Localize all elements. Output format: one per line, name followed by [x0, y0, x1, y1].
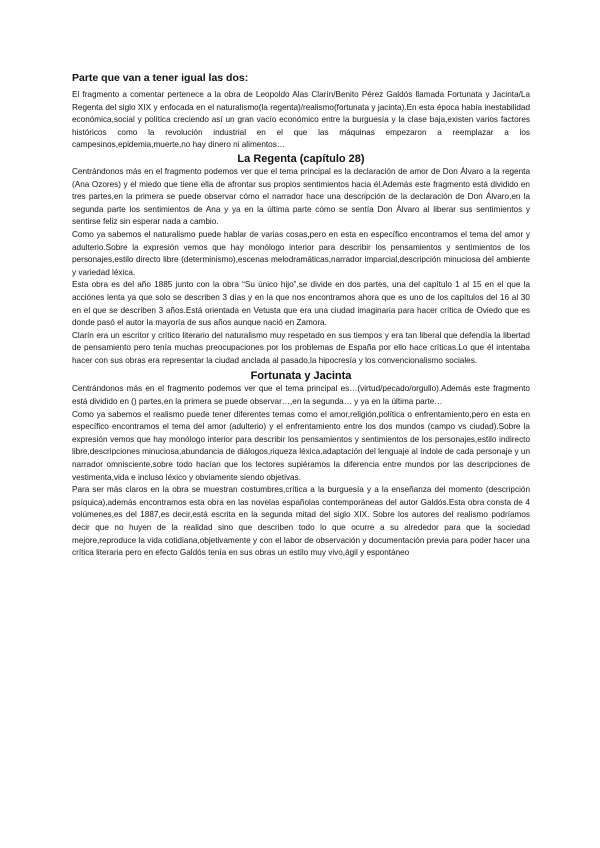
fortunata-paragraph-2: Como ya sabemos el realismo puede tener diferentes temas como el amor,religión,política o enfrentamiento,pero en esta en específico encontramos el tema del amor (adulterio) y el enfrentamiento entre los dos mundos (campo vs ciudad).Sobre la expresión vemos que hay monólogo interior para describir los pensamientos y sentimientos de los personajes,estilo indirecto libre,descripciones minuciosa,abundancia de diálogos,riqueza léxica,adaptación del lenguaje al índole de cada personaje y un narrador omnisciente,sobre todo hacían que los lectores supiéramos la diferencia entre mundos por las descripciones de vestimenta,vida e incluso léxico y obviamente siendo objetivas.	[72, 409, 530, 482]
fortunata-paragraph-1: Centrándonos más en el fragmento podemos ver que el tema principal es…(virtud/pecado/orgullo).Además este fragmento está dividido en () partes,en la primera se puede observar…,en la segunda… y ya en la última parte…	[72, 384, 530, 407]
section-title-regenta: La Regenta (capítulo 28)	[237, 152, 365, 165]
regenta-paragraph-2: Como ya sabemos el naturalismo puede hablar de varias cosas,pero en esta en específico encontramos el tema del amor y adulterio.Sobre la expresión vemos que hay monólogo interior para describir los pensamientos y sentimientos de los personajes,estilo directo libre (determinismo),escenas melodramáticas,narrador imparcial,descripción minuciosa del ambiente y variedad léxica.	[72, 229, 530, 277]
regenta-paragraph-4: Clarín era un escritor y crítico literario del naturalismo muy respetado en sus tiempos y era tan liberal que defendía la libertad de pensamiento pero tenía muchas preocupaciones por los problemas de España por ello hace críticas.Lo que él intentaba hacer con sus obras era representar la ciudad anclada al pasado,la hipocresía y los convencionalismo sociales.	[72, 330, 530, 365]
section-title-fortunata: Fortunata y Jacinta	[250, 370, 352, 383]
fortunata-paragraph-3: Para ser más claros en la obra se muestran costumbres,crítica a la burguesía y a la enseñanza del momento (descripción psíquica),además encontramos esta obra en las novelas españolas contemporáneas del autor Galdós.Esta obra consta de 4 volúmenes,es del 1887,es decir,está escrita en la segunda mitad del siglo XIX. Sobre los autores del realismo podríamos decir que no huyen de la realidad sino que describen todo lo que ocurre a su alrededor para que la sociedad mejore,reproduce la vida cotidiana,objetivamente y con el labor de observación y documentación previa para poder hacer una crítica literaria pero en efecto Galdós tenía en sus obras un estilo muy vivo,ágil y espontáneo	[72, 485, 530, 558]
intro-paragraph: El fragmento a comentar pertenece a la obra de Leopoldo Alas Clarín/Benito Pérez Galdós llamada Fortunata y Jacinta/La Regenta del siglo XIX y enfocada en el naturalismo(la regenta)/realismo(fortunata y jacinta).En esta época había inestabilidad económica,social y política creciendo así un gran vacío económico entre la burguesía y la clase baja,existen varios factores históricos como la revolución industrial en el que las máquinas empezaron a reemplazar a los campesinos,epidemia,muerte,no hay dinero ni alimentos…	[72, 90, 530, 150]
page-heading: Parte que van a tener igual las dos:	[72, 72, 249, 84]
regenta-paragraph-1: Centrándonos más en el fragmento podemos ver que el tema principal es la declaración de amor de Don Álvaro a la regenta (Ana Ozores) y el miedo que tiene ella de afrontar sus propios sentimientos hacia él.Además este fragmento está dividido en tres partes,en la primera se puede observar cómo el narrador hace una descripción de la declaración de Don Álvaro,en la segunda parte los sentimientos de Ana y ya en la última parte cómo se sentía Don Álvaro al liberar sus sentimientos y sentirse feliz sin esperar nada a cambio.	[72, 166, 530, 227]
regenta-paragraph-3: Esta obra es del año 1885 junto con la obra “Su único hijo”,se divide en dos partes, una del capítulo 1 al 15 en el que la acciónes lenta ya que solo se describen 3 días y en la que nos encontramos ahora que es uno de los capítulos del 16 al 30 en el que se describen 3 años.Está orientada en Vetusta que era una ciudad imaginaria para hacer crítica de Oviedo que es donde pasó el autor la mayoría de sus años aunque nació en Zamora.	[72, 280, 530, 328]
